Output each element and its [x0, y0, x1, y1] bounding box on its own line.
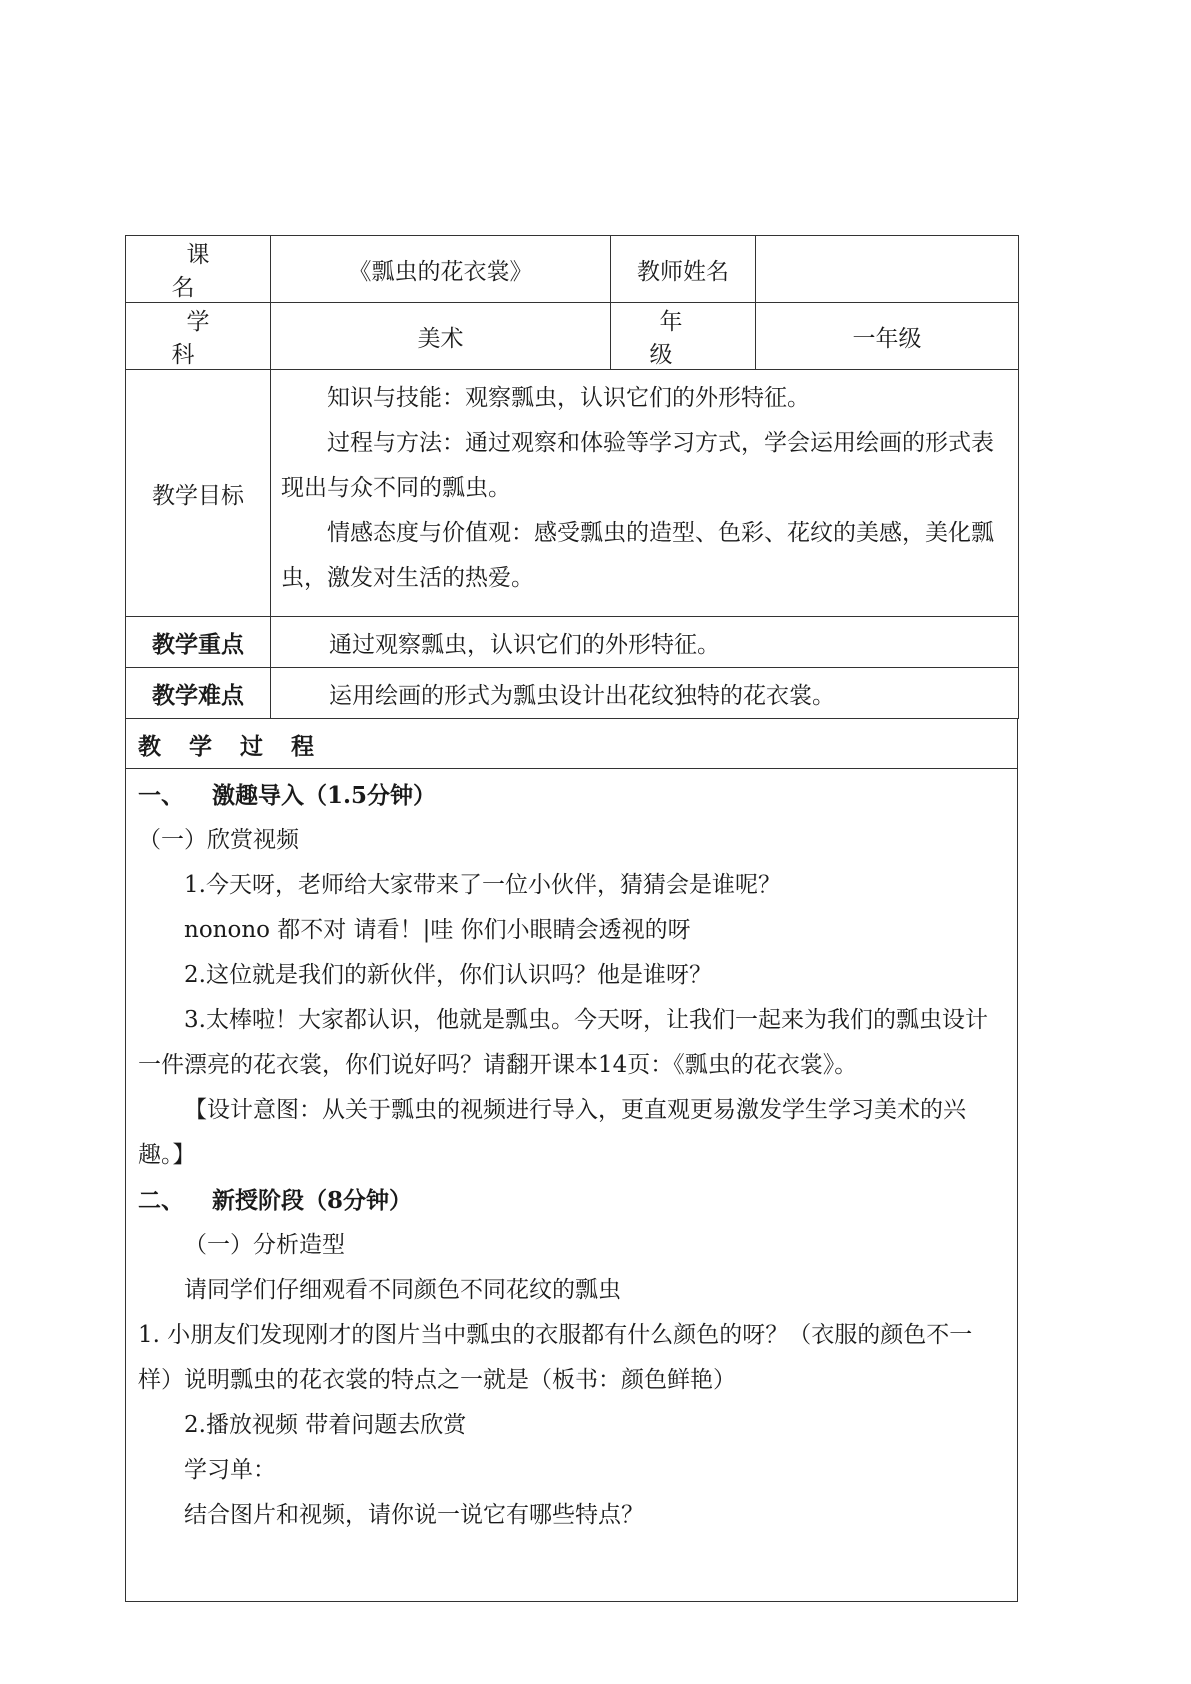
section-2-heading — [138, 1178, 1003, 1223]
goals-content — [271, 370, 1019, 617]
section-2-line-3: 2.播放视频 带着问题去欣赏 — [184, 1412, 467, 1438]
section-1-title: 激趣导入（1.5分钟） — [212, 782, 437, 809]
section-1-heading — [138, 773, 1003, 818]
difficult-point-row — [126, 668, 1019, 719]
section-2-line-5: 结合图片和视频，请你说一说它有哪些特点？ — [184, 1502, 644, 1528]
goal-emotion: 情感态度与价值观：感受瓢虫的造型、色彩、花纹的美感，美化瓢虫，激发对生活的热爱。 — [281, 520, 994, 591]
goal-knowledge: 知识与技能：观察瓢虫，认识它们的外形特征。 — [327, 385, 810, 411]
teacher-name — [756, 236, 1019, 303]
subject-row — [126, 303, 1019, 370]
subject-label: 学 科 — [126, 303, 271, 370]
teacher-label: 教师姓名 — [611, 236, 756, 303]
section-2-line-4: 学习单： — [184, 1457, 276, 1483]
goals-label: 教学目标 — [126, 370, 271, 617]
grade-label: 年 级 — [611, 303, 756, 370]
section-2-line-1: 请同学们仔细观看不同颜色不同花纹的瓢虫 — [184, 1277, 621, 1303]
lesson-plan-document — [125, 235, 1018, 1602]
section-2-number: 二、 — [138, 1187, 184, 1214]
course-row — [126, 236, 1019, 303]
section-2-line-2: 1. 小朋友们发现刚才的图片当中瓢虫的衣服都有什么颜色的呀？（衣服的颜色不一样）说明瓢虫的花衣裳的特点之一就是（板书：颜色鲜艳） — [138, 1322, 973, 1393]
goal-process: 过程与方法：通过观察和体验等学习方式，学会运用绘画的形式表现出与众不同的瓢虫。 — [281, 430, 994, 501]
key-point-row — [126, 617, 1019, 668]
goals-row — [126, 370, 1019, 617]
section-1-line-1: 1.今天呀，老师给大家带来了一位小伙伴，猜猜会是谁呢？ — [184, 872, 781, 898]
section-1-line-4: 3.太棒啦！大家都认识，他就是瓢虫。今天呀，让我们一起来为我们的瓢虫设计一件漂亮的花衣裳，你们说好吗？请翻开课本14页：《瓢虫的花衣裳》。 — [138, 1007, 988, 1078]
section-2-title: 新授阶段（8分钟） — [212, 1187, 413, 1214]
section-2-subheading: （一）分析造型 — [184, 1232, 345, 1258]
section-1-subheading: （一）欣赏视频 — [138, 827, 299, 853]
grade-value: 一年级 — [756, 303, 1019, 370]
key-point-label: 教学重点 — [126, 617, 271, 668]
lesson-info-table — [125, 235, 1019, 719]
course-name: 《瓢虫的花衣裳》 — [271, 236, 611, 303]
design-intent: 【设计意图：从关于瓢虫的视频进行导入，更直观更易激发学生学习美术的兴趣。】 — [138, 1097, 966, 1168]
section-1-line-3: 2.这位就是我们的新伙伴，你们认识吗？他是谁呀？ — [184, 962, 712, 988]
course-label: 课 名 — [126, 236, 271, 303]
section-1-number: 一、 — [138, 782, 184, 809]
process-content — [125, 769, 1018, 1602]
section-1-line-2: nonono 都不对 请看！|哇 你们小眼睛会透视的呀 — [184, 917, 691, 943]
subject-value: 美术 — [271, 303, 611, 370]
difficult-point-label: 教学难点 — [126, 668, 271, 719]
difficult-point-text: 运用绘画的形式为瓢虫设计出花纹独特的花衣裳。 — [271, 668, 1019, 719]
key-point-text: 通过观察瓢虫，认识它们的外形特征。 — [271, 617, 1019, 668]
process-title: 教 学 过 程 — [125, 719, 1018, 769]
